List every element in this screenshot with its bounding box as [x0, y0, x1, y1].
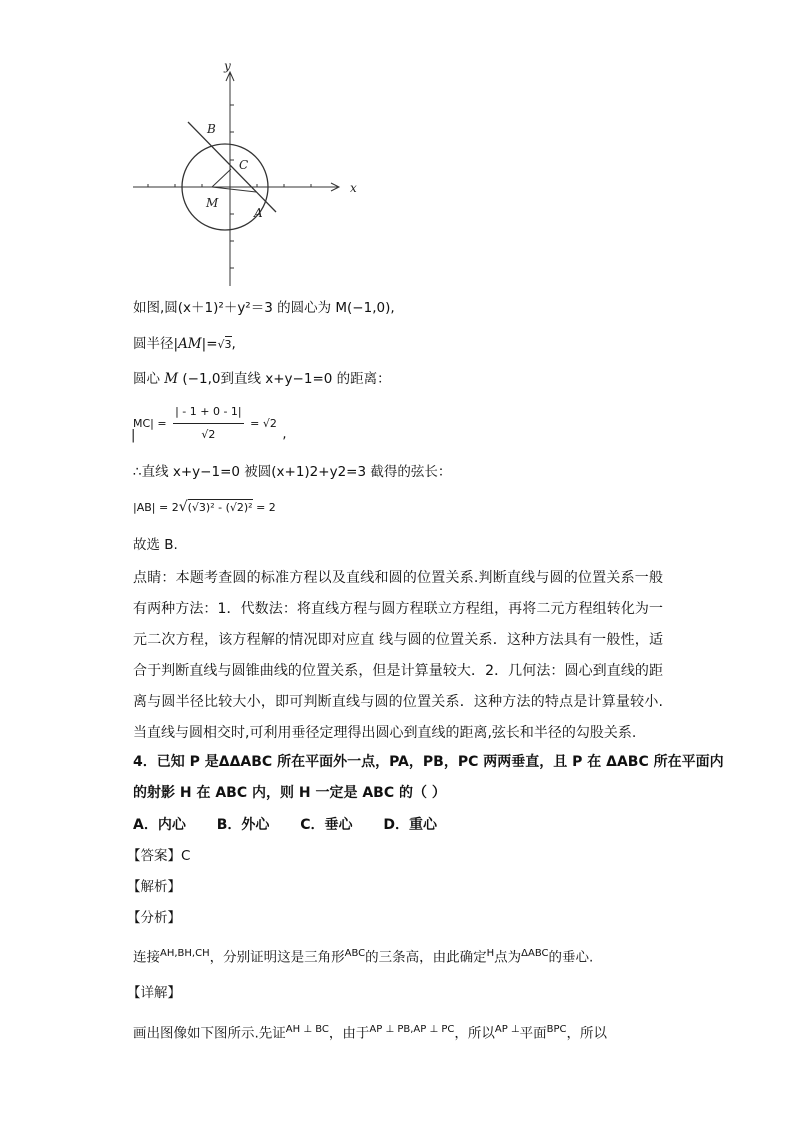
distance-prefix: 圆心	[133, 371, 165, 387]
text-choose-b: 故选 B.	[133, 537, 178, 553]
detail-text-1: 画出图像如下图所示.先证	[133, 1025, 286, 1042]
detail-sym-1: AH ⊥ BC	[285, 1024, 329, 1035]
fenxi-label: 【分析】	[127, 910, 181, 926]
mc-comma: ,	[282, 427, 287, 442]
radius-mid: |=	[201, 336, 218, 352]
text-chord-intro: ∴直线 x+y−1=0 被圆(x+1)2+y2=3 截得的弦长：	[133, 464, 452, 480]
fenxi-text	[133, 944, 593, 968]
question-4-line-2: 的射影 H 在 ABC 内，则 H 一定是 ABC 的（ ）	[133, 785, 446, 801]
fenxi-text-1: 连接	[133, 949, 160, 966]
detail-text	[133, 1020, 607, 1044]
point-c-label: C	[239, 158, 249, 172]
fenxi-sym-4: ΔABC	[521, 948, 549, 959]
mc-numerator: | - 1 + 0 - 1|	[173, 403, 244, 424]
radius-suffix: ,	[231, 336, 236, 352]
ab-right: = 2	[256, 501, 276, 514]
fenxi-sym-1: AH,BH,CH	[160, 948, 210, 959]
text-radius: 圆半径|AM|=√3,	[133, 336, 236, 352]
fenxi-text-4: 点为	[494, 949, 522, 966]
radius-var: AM	[178, 336, 202, 352]
detail-label: 【详解】	[127, 985, 181, 1001]
detail-sym-4: BPC	[546, 1024, 567, 1035]
fenxi-text-3: 的三条高，由此确定	[365, 949, 487, 966]
detail-text-3: ，所以	[454, 1025, 495, 1042]
x-axis-label: x	[350, 181, 357, 195]
formula-ab: |AB| = 2√(√3)² - (√2)² = 2	[133, 499, 276, 515]
text-circle-center: 如图,圆(x＋1)²＋y²＝3 的圆心为 M(−1,0),	[133, 300, 395, 316]
ab-left: |AB| = 2	[133, 501, 179, 514]
answer-label: 【答案】C	[127, 848, 191, 864]
option-b: B．外心	[216, 817, 270, 833]
circle-line-figure	[128, 56, 368, 290]
mc-left: MC| =	[133, 416, 167, 430]
analysis-label: 【解析】	[127, 879, 181, 895]
option-a: A．内心	[133, 817, 186, 833]
question-4-options	[133, 815, 463, 835]
text-distance-intro	[133, 369, 391, 389]
mc-bar: |	[131, 428, 136, 443]
detail-sym-2: AP ⊥ PB,AP ⊥ PC	[369, 1024, 455, 1035]
detail-text-2: ，由于	[328, 1025, 370, 1042]
radius-sqrt: 3	[224, 338, 232, 351]
option-d: D．重心	[383, 817, 438, 833]
mc-fraction	[173, 403, 244, 444]
option-c: C．垂心	[300, 817, 353, 833]
distance-var: M	[164, 371, 179, 387]
point-a-label: A	[254, 206, 263, 220]
segment-ma	[212, 187, 256, 192]
y-axis-label: y	[224, 59, 231, 73]
question-4-line-1: 4．已知 P 是ΔΔABC 所在平面外一点，PA，PB，PC 两两垂直，且 P 在 ΔABC 所在平面内	[133, 754, 724, 770]
fenxi-sym-2: ABC	[344, 948, 366, 959]
fenxi-text-2: ，分别证明这是三角形	[209, 949, 345, 966]
point-m-label: M	[206, 196, 219, 210]
detail-sym-3: AP ⊥	[494, 1024, 520, 1035]
mc-right: = √2	[250, 416, 277, 430]
distance-rest: (−1,0到直线 x+y−1=0 的距离：	[178, 371, 391, 387]
fenxi-text-5: 的垂心.	[548, 949, 594, 966]
segment-mc	[212, 169, 231, 187]
detail-text-4: 平面	[519, 1025, 547, 1042]
fenxi-sym-3: H	[486, 948, 495, 959]
point-b-label: B	[207, 122, 216, 136]
mc-denominator: √2	[201, 428, 216, 441]
detail-text-5: ，所以	[566, 1025, 608, 1042]
dianjing-paragraph: 点睛：本题考查圆的标准方程以及直线和圆的位置关系.判断直线与圆的位置关系一般有两种方法：1．代数法：将直线方程与圆方程联立方程组，再将二元方程组转化为一元二次方程，该方程解的情况即对应直 线与圆的位置关系．这种方法具有一般性，适合于判断直线与圆锥曲线的位置关系，但是计算量较大．2．几何法：圆心到直线的距离与圆半径比较大小，即可判断直线与圆的位置关系．这种方法的特点是计算量较小.当直线与圆相交时,可利用垂径定理得出圆心到直线的距离,弦长和半径的勾股关系.	[133, 570, 663, 741]
ab-expr: (√3)² - (√2)²	[187, 501, 253, 514]
radius-prefix: 圆半径|	[133, 336, 179, 352]
formula-mc	[133, 403, 287, 444]
